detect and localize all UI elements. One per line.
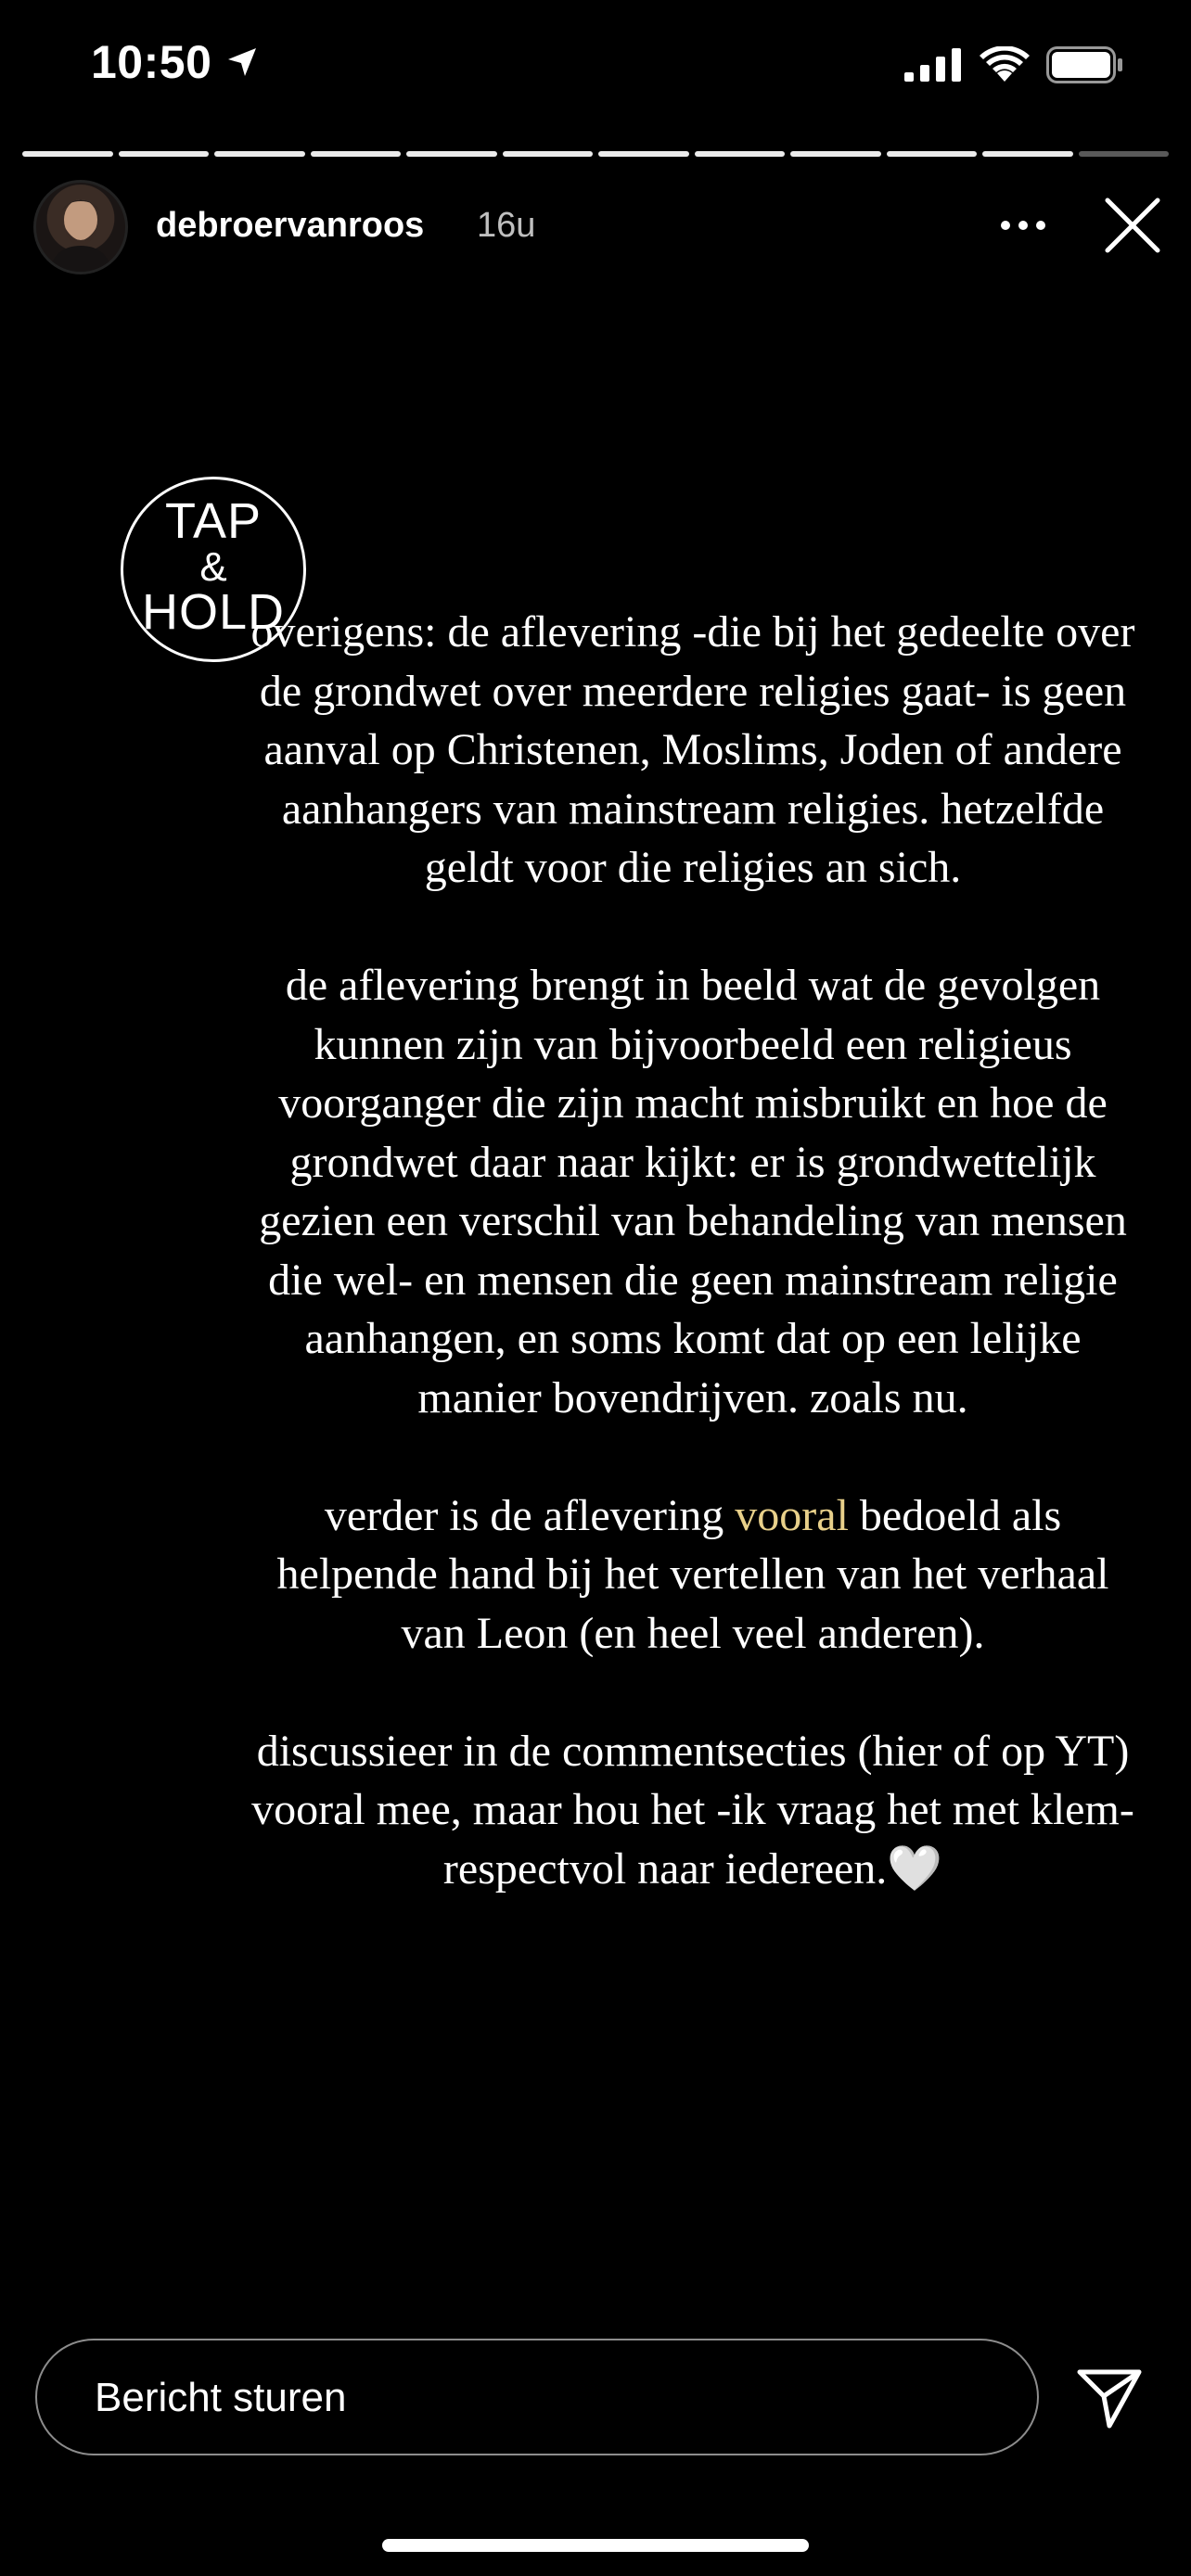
- signal-icon: [904, 48, 964, 82]
- sticker-line-2: &: [199, 544, 227, 590]
- sticker-line-3: HOLD: [141, 584, 286, 640]
- message-field[interactable]: [35, 2339, 1039, 2455]
- more-options-icon[interactable]: [1000, 219, 1046, 232]
- progress-segment: [503, 151, 594, 157]
- status-time: 10:50: [91, 36, 212, 88]
- progress-segment: [982, 151, 1073, 157]
- story-timestamp: 16u: [477, 206, 536, 245]
- progress-segment: [887, 151, 978, 157]
- paragraph-text: bedoeld als helpende hand bij het vertellen van het verhaal van Leon (en heel veel anderen).: [276, 1490, 1109, 1658]
- story-paragraph-2: [243, 956, 1143, 1427]
- location-arrow-icon: [226, 46, 258, 78]
- story-username[interactable]: debroervanroos: [156, 206, 425, 245]
- avatar[interactable]: [33, 180, 128, 274]
- progress-segment: [311, 151, 402, 157]
- progress-segment: [695, 151, 786, 157]
- paragraph-text: discussieer in de commentsecties (hier of op YT) vooral mee, maar hou het -ik vraag het met klem- respectvol naar iedereen.: [251, 1726, 1134, 1894]
- status-bar: [0, 0, 1191, 139]
- paragraph-text: overigens: de aflevering -die bij het gedeelte over de grondwet over meerdere religies gaat- is geen aanval op Christenen, Moslims, Joden of andere aanhangers van mainstream religies. hetzelfde geldt voor die religies an sich.: [250, 607, 1135, 892]
- story-text: [243, 603, 1143, 1898]
- message-input[interactable]: [93, 2340, 987, 2455]
- paragraph-text: verder is de aflevering: [324, 1490, 736, 1540]
- highlighted-word: vooral: [735, 1490, 849, 1540]
- home-indicator[interactable]: [382, 2539, 809, 2552]
- progress-segment: [119, 151, 210, 157]
- close-icon[interactable]: [1104, 197, 1161, 254]
- progress-segment: [406, 151, 497, 157]
- progress-segment: [598, 151, 689, 157]
- story-paragraph-3: [243, 1486, 1143, 1664]
- story-paragraph-4: [243, 1722, 1143, 1899]
- story-paragraph-1: [243, 603, 1143, 898]
- paragraph-text: de aflevering brengt in beeld wat de gevolgen kunnen zijn van bijvoorbeeld een religieus voorganger die zijn macht misbruikt en hoe de grondwet daar naar kijkt: er is grondwettelijk gezien een verschil van behandeling van mensen die wel- en mensen die geen mainstream religie aanhangen, en soms komt dat op een lelijke manier bovendrijven. zoals nu.: [259, 961, 1127, 1422]
- wifi-icon: [980, 46, 1030, 83]
- white-heart-emoji: 🤍: [887, 1843, 943, 1894]
- battery-icon: [1046, 46, 1124, 83]
- sticker-line-1: TAP: [164, 493, 262, 549]
- progress-segment: [214, 151, 305, 157]
- send-icon[interactable]: [1076, 2366, 1143, 2429]
- progress-segment: [1079, 151, 1170, 157]
- story-progress-bar: [22, 151, 1169, 157]
- progress-segment: [790, 151, 881, 157]
- progress-segment: [22, 151, 113, 157]
